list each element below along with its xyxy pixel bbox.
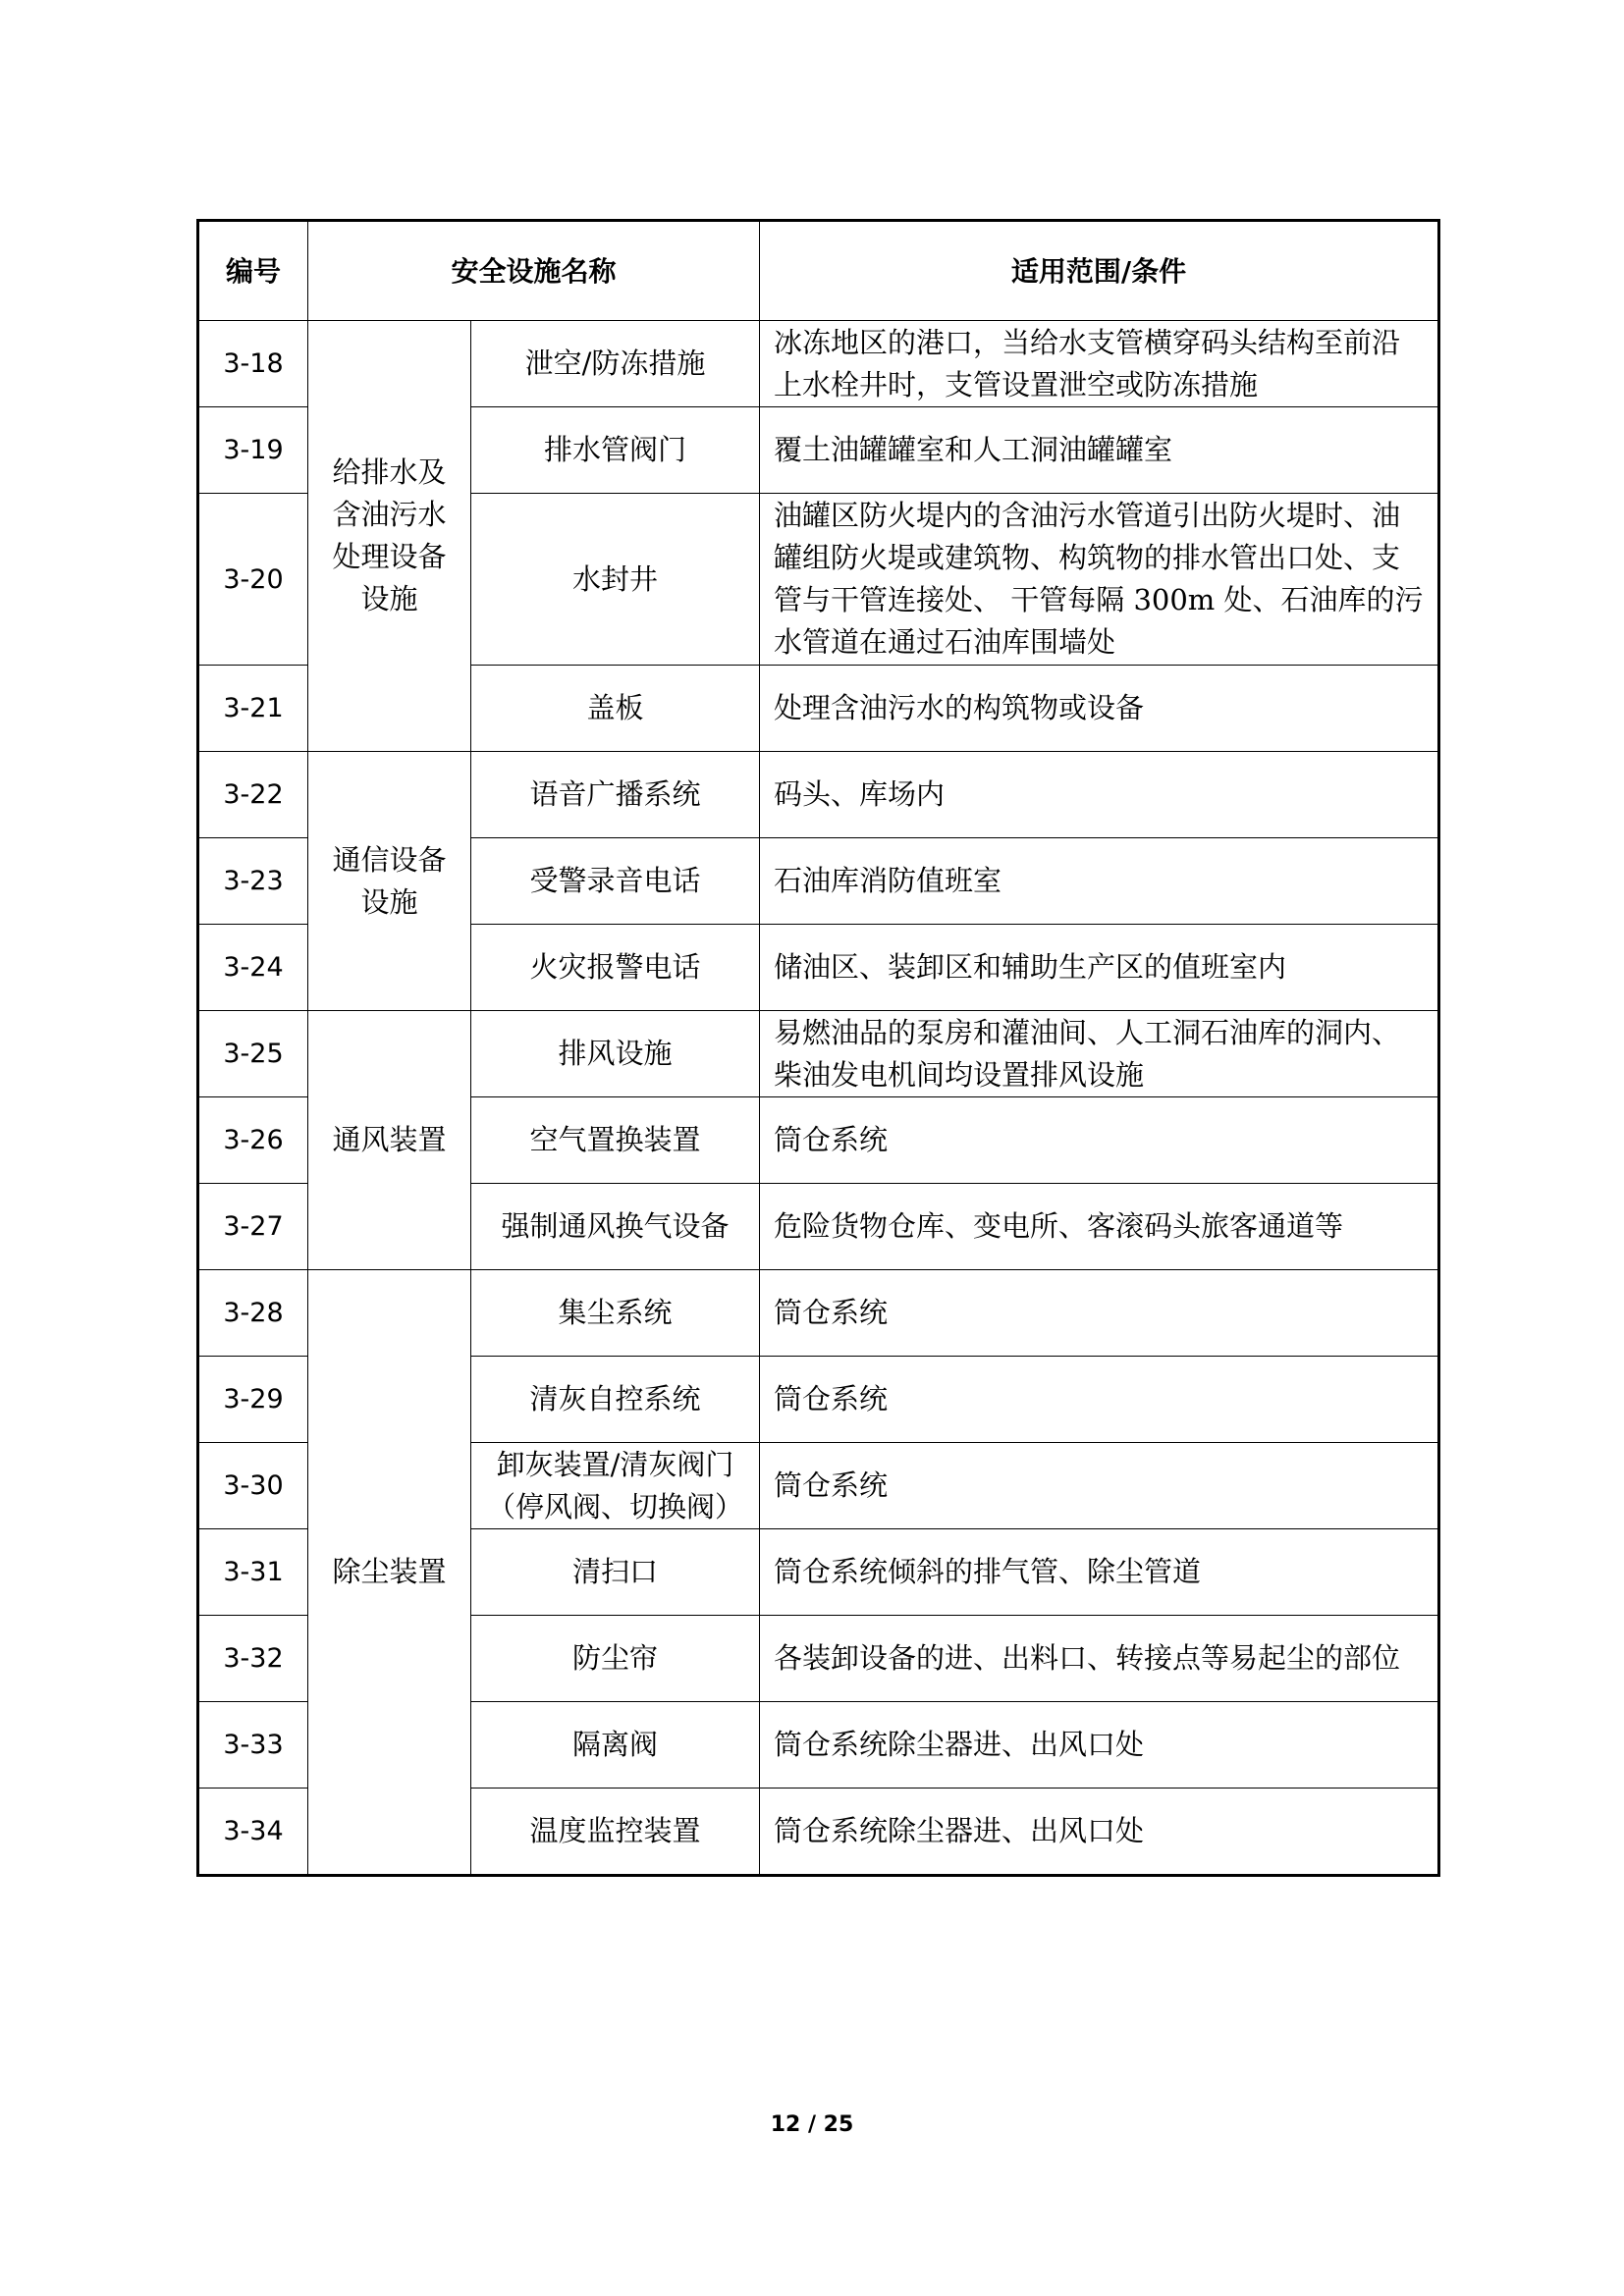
row-name: 泄空/防冻措施: [471, 321, 760, 407]
row-name: 空气置换装置: [471, 1097, 760, 1184]
row-scope: 石油库消防值班室: [760, 838, 1439, 925]
row-name: 隔离阀: [471, 1702, 760, 1789]
row-name: 排水管阀门: [471, 407, 760, 494]
table-row: [198, 321, 1439, 407]
row-id: 3-27: [198, 1184, 308, 1270]
row-scope: 筒仓系统: [760, 1443, 1439, 1529]
category-cell: 给排水及含油污水处理设备设施: [308, 321, 471, 752]
safety-facility-table: [196, 219, 1440, 1877]
row-scope: 危险货物仓库、变电所、客滚码头旅客通道等: [760, 1184, 1439, 1270]
row-id: 3-33: [198, 1702, 308, 1789]
row-name: 语音广播系统: [471, 752, 760, 838]
row-scope: 筒仓系统倾斜的排气管、除尘管道: [760, 1529, 1439, 1616]
row-id: 3-26: [198, 1097, 308, 1184]
row-id: 3-22: [198, 752, 308, 838]
safety-facility-table-container: [196, 219, 1437, 1877]
row-id: 3-29: [198, 1357, 308, 1443]
row-scope: 筒仓系统除尘器进、出风口处: [760, 1789, 1439, 1876]
row-scope: 储油区、装卸区和辅助生产区的值班室内: [760, 925, 1439, 1011]
row-scope: 油罐区防火堤内的含油污水管道引出防火堤时、油罐组防火堤或建筑物、构筑物的排水管出口处、支管与干管连接处、 干管每隔 300m 处、石油库的污水管道在通过石油库围墙处: [760, 494, 1439, 666]
row-scope: 覆土油罐罐室和人工洞油罐罐室: [760, 407, 1439, 494]
category-cell: 除尘装置: [308, 1270, 471, 1876]
row-name: 卸灰装置/清灰阀门（停风阀、切换阀）: [471, 1443, 760, 1529]
row-id: 3-18: [198, 321, 308, 407]
table-row: [198, 1011, 1439, 1097]
row-scope: 处理含油污水的构筑物或设备: [760, 666, 1439, 752]
page-number: 12 / 25: [770, 2112, 854, 2137]
row-name: 防尘帘: [471, 1616, 760, 1702]
row-id: 3-24: [198, 925, 308, 1011]
row-name: 温度监控装置: [471, 1789, 760, 1876]
row-id: 3-30: [198, 1443, 308, 1529]
header-scope: 适用范围/条件: [760, 221, 1439, 321]
table-header-row: [198, 221, 1439, 321]
row-scope: 各装卸设备的进、出料口、转接点等易起尘的部位: [760, 1616, 1439, 1702]
row-id: 3-23: [198, 838, 308, 925]
row-id: 3-28: [198, 1270, 308, 1357]
row-name: 排风设施: [471, 1011, 760, 1097]
row-id: 3-32: [198, 1616, 308, 1702]
row-scope: 筒仓系统: [760, 1097, 1439, 1184]
header-id: 编号: [198, 221, 308, 321]
row-id: 3-19: [198, 407, 308, 494]
row-id: 3-34: [198, 1789, 308, 1876]
row-name: 火灾报警电话: [471, 925, 760, 1011]
row-name: 集尘系统: [471, 1270, 760, 1357]
row-name: 盖板: [471, 666, 760, 752]
row-name: 清扫口: [471, 1529, 760, 1616]
category-cell: 通信设备设施: [308, 752, 471, 1011]
row-name: 清灰自控系统: [471, 1357, 760, 1443]
table-row: [198, 1270, 1439, 1357]
header-name: 安全设施名称: [308, 221, 760, 321]
row-scope: 码头、库场内: [760, 752, 1439, 838]
row-scope: 筒仓系统除尘器进、出风口处: [760, 1702, 1439, 1789]
table-row: [198, 752, 1439, 838]
row-id: 3-20: [198, 494, 308, 666]
row-id: 3-21: [198, 666, 308, 752]
row-scope: 筒仓系统: [760, 1270, 1439, 1357]
row-scope: 筒仓系统: [760, 1357, 1439, 1443]
category-cell: 通风装置: [308, 1011, 471, 1270]
row-id: 3-31: [198, 1529, 308, 1616]
row-name: 受警录音电话: [471, 838, 760, 925]
row-scope: 易燃油品的泵房和灌油间、人工洞石油库的洞内、柴油发电机间均设置排风设施: [760, 1011, 1439, 1097]
row-name: 水封井: [471, 494, 760, 666]
row-id: 3-25: [198, 1011, 308, 1097]
row-name: 强制通风换气设备: [471, 1184, 760, 1270]
row-scope: 冰冻地区的港口，当给水支管横穿码头结构至前沿上水栓井时，支管设置泄空或防冻措施: [760, 321, 1439, 407]
